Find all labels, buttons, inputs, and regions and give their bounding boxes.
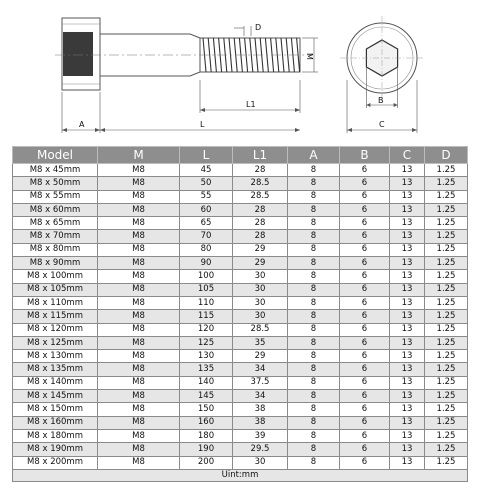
- dim-c-label: C: [379, 120, 385, 129]
- table-cell: 13: [390, 164, 425, 177]
- table-cell: M8: [98, 350, 180, 363]
- table-cell: 13: [390, 376, 425, 389]
- table-cell: M8 x 105mm: [13, 283, 98, 296]
- table-cell: 8: [288, 177, 340, 190]
- table-cell: M8: [98, 190, 180, 203]
- table-cell: M8 x 80mm: [13, 243, 98, 256]
- table-cell: 8: [288, 456, 340, 469]
- bolt-head-end-view: [340, 16, 424, 100]
- table-cell: 29: [233, 350, 288, 363]
- table-cell: 6: [340, 416, 390, 429]
- table-cell: M8 x 150mm: [13, 403, 98, 416]
- table-cell: 1.25: [425, 217, 468, 230]
- table-cell: M8: [98, 164, 180, 177]
- table-cell: M8: [98, 283, 180, 296]
- table-row: [13, 230, 468, 243]
- table-cell: 45: [180, 164, 233, 177]
- table-row: [13, 177, 468, 190]
- table-cell: M8: [98, 310, 180, 323]
- table-cell: 6: [340, 376, 390, 389]
- table-cell: M8 x 60mm: [13, 203, 98, 216]
- table-cell: 1.25: [425, 376, 468, 389]
- table-cell: 1.25: [425, 257, 468, 270]
- table-cell: M8 x 110mm: [13, 296, 98, 309]
- table-cell: 6: [340, 443, 390, 456]
- table-cell: 29: [233, 257, 288, 270]
- table-cell: M8: [98, 230, 180, 243]
- table-cell: 13: [390, 190, 425, 203]
- table-cell: 13: [390, 243, 425, 256]
- table-cell: 1.25: [425, 177, 468, 190]
- table-cell: M8: [98, 456, 180, 469]
- column-header-l1: L1: [233, 147, 288, 164]
- table-cell: 28.5: [233, 177, 288, 190]
- table-row: [13, 456, 468, 469]
- table-cell: M8 x 190mm: [13, 443, 98, 456]
- table-cell: 115: [180, 310, 233, 323]
- table-cell: 8: [288, 416, 340, 429]
- table-cell: M8 x 45mm: [13, 164, 98, 177]
- table-cell: 13: [390, 270, 425, 283]
- table-cell: 8: [288, 230, 340, 243]
- table-cell: M8: [98, 243, 180, 256]
- table-cell: 8: [288, 164, 340, 177]
- table-cell: 29: [233, 243, 288, 256]
- table-cell: 6: [340, 190, 390, 203]
- column-header-model: Model: [13, 147, 98, 164]
- table-cell: M8: [98, 443, 180, 456]
- dim-d: [234, 23, 261, 36]
- table-cell: 38: [233, 403, 288, 416]
- table-cell: M8 x 115mm: [13, 310, 98, 323]
- table-cell: 6: [340, 270, 390, 283]
- table-cell: M8: [98, 416, 180, 429]
- table-cell: 8: [288, 283, 340, 296]
- table-cell: 28.5: [233, 190, 288, 203]
- dim-l-label: L: [200, 120, 205, 129]
- table-cell: 30: [233, 283, 288, 296]
- table-cell: 28: [233, 203, 288, 216]
- table-row: [13, 336, 468, 349]
- table-cell: 1.25: [425, 429, 468, 442]
- table-cell: M8: [98, 296, 180, 309]
- table-cell: 13: [390, 217, 425, 230]
- table-cell: 1.25: [425, 390, 468, 403]
- table-cell: 1.25: [425, 310, 468, 323]
- table-cell: 6: [340, 363, 390, 376]
- table-cell: 50: [180, 177, 233, 190]
- table-cell: 90: [180, 257, 233, 270]
- table-cell: 6: [340, 177, 390, 190]
- table-row: [13, 190, 468, 203]
- table-cell: M8 x 90mm: [13, 257, 98, 270]
- table-cell: 13: [390, 310, 425, 323]
- table-row: [13, 243, 468, 256]
- table-row: [13, 257, 468, 270]
- table-cell: 6: [340, 456, 390, 469]
- table-cell: 8: [288, 376, 340, 389]
- table-cell: 1.25: [425, 363, 468, 376]
- table-cell: M8: [98, 363, 180, 376]
- dim-b-label: B: [378, 96, 384, 105]
- table-row: [13, 217, 468, 230]
- table-cell: 6: [340, 217, 390, 230]
- dim-l1-label: L1: [246, 100, 256, 109]
- table-cell: 1.25: [425, 296, 468, 309]
- table-cell: 13: [390, 456, 425, 469]
- table-cell: 28: [233, 164, 288, 177]
- table-cell: 125: [180, 336, 233, 349]
- table-cell: 80: [180, 243, 233, 256]
- table-cell: 140: [180, 376, 233, 389]
- table-cell: 6: [340, 203, 390, 216]
- table-cell: 145: [180, 390, 233, 403]
- table-row: [13, 203, 468, 216]
- table-cell: M8 x 55mm: [13, 190, 98, 203]
- column-header-m: M: [98, 147, 180, 164]
- bolt-technical-drawing: [0, 0, 480, 142]
- table-cell: M8 x 160mm: [13, 416, 98, 429]
- table-cell: 30: [233, 270, 288, 283]
- table-cell: 120: [180, 323, 233, 336]
- table-cell: 8: [288, 443, 340, 456]
- table-cell: 1.25: [425, 164, 468, 177]
- table-cell: 1.25: [425, 416, 468, 429]
- table-cell: 6: [340, 243, 390, 256]
- table-cell: 6: [340, 283, 390, 296]
- table-cell: 13: [390, 336, 425, 349]
- table-cell: 1.25: [425, 270, 468, 283]
- table-cell: 8: [288, 190, 340, 203]
- table-cell: 13: [390, 350, 425, 363]
- table-cell: M8 x 180mm: [13, 429, 98, 442]
- table-cell: 1.25: [425, 323, 468, 336]
- dim-l1: [200, 80, 300, 113]
- dim-a: [62, 92, 100, 133]
- table-cell: 1.25: [425, 283, 468, 296]
- table-cell: 28.5: [233, 323, 288, 336]
- table-cell: 8: [288, 390, 340, 403]
- table-cell: M8: [98, 323, 180, 336]
- table-cell: 37.5: [233, 376, 288, 389]
- spec-table: [12, 146, 468, 482]
- table-cell: 150: [180, 403, 233, 416]
- table-cell: 110: [180, 296, 233, 309]
- table-cell: M8: [98, 257, 180, 270]
- table-cell: M8 x 50mm: [13, 177, 98, 190]
- table-cell: M8 x 65mm: [13, 217, 98, 230]
- table-row: [13, 164, 468, 177]
- table-header-row: [13, 147, 468, 164]
- table-cell: M8: [98, 376, 180, 389]
- table-cell: 13: [390, 443, 425, 456]
- table-cell: 35: [233, 336, 288, 349]
- units-note: Uint:mm: [13, 469, 468, 481]
- table-cell: 60: [180, 203, 233, 216]
- table-cell: 6: [340, 310, 390, 323]
- table-cell: 30: [233, 296, 288, 309]
- table-cell: M8: [98, 177, 180, 190]
- table-cell: M8 x 100mm: [13, 270, 98, 283]
- table-cell: 130: [180, 350, 233, 363]
- table-cell: 1.25: [425, 443, 468, 456]
- column-header-b: B: [340, 147, 390, 164]
- column-header-a: A: [288, 147, 340, 164]
- table-cell: 8: [288, 310, 340, 323]
- table-row: [13, 283, 468, 296]
- table-cell: 6: [340, 323, 390, 336]
- table-cell: 6: [340, 230, 390, 243]
- table-cell: 160: [180, 416, 233, 429]
- table-cell: M8 x 140mm: [13, 376, 98, 389]
- table-cell: 100: [180, 270, 233, 283]
- table-cell: 13: [390, 257, 425, 270]
- table-cell: 13: [390, 416, 425, 429]
- table-cell: M8 x 135mm: [13, 363, 98, 376]
- table-cell: 1.25: [425, 190, 468, 203]
- table-cell: 105: [180, 283, 233, 296]
- table-cell: 28: [233, 217, 288, 230]
- table-row: [13, 296, 468, 309]
- table-cell: 1.25: [425, 336, 468, 349]
- table-cell: 8: [288, 243, 340, 256]
- table-cell: 30: [233, 456, 288, 469]
- table-cell: 135: [180, 363, 233, 376]
- table-cell: 1.25: [425, 403, 468, 416]
- table-cell: M8: [98, 336, 180, 349]
- table-cell: 6: [340, 296, 390, 309]
- table-cell: M8: [98, 390, 180, 403]
- table-cell: 8: [288, 217, 340, 230]
- dim-d-label: D: [255, 23, 262, 32]
- table-cell: M8 x 70mm: [13, 230, 98, 243]
- table-cell: M8: [98, 217, 180, 230]
- table-cell: M8: [98, 403, 180, 416]
- table-cell: 8: [288, 429, 340, 442]
- column-header-c: C: [390, 147, 425, 164]
- table-cell: 13: [390, 323, 425, 336]
- table-cell: 70: [180, 230, 233, 243]
- table-row: [13, 310, 468, 323]
- table-cell: 13: [390, 296, 425, 309]
- table-cell: 13: [390, 403, 425, 416]
- table-cell: M8: [98, 429, 180, 442]
- dim-a-label: A: [79, 120, 85, 129]
- table-row: [13, 350, 468, 363]
- table-cell: 38: [233, 416, 288, 429]
- table-cell: 6: [340, 403, 390, 416]
- table-cell: 6: [340, 350, 390, 363]
- table-cell: 55: [180, 190, 233, 203]
- table-row: [13, 363, 468, 376]
- table-cell: 8: [288, 257, 340, 270]
- table-cell: 8: [288, 350, 340, 363]
- table-cell: 1.25: [425, 230, 468, 243]
- table-cell: 65: [180, 217, 233, 230]
- table-cell: 200: [180, 456, 233, 469]
- table-row: [13, 323, 468, 336]
- table-cell: M8: [98, 270, 180, 283]
- table-row: [13, 403, 468, 416]
- table-cell: 28: [233, 230, 288, 243]
- table-row: [13, 416, 468, 429]
- table-cell: 6: [340, 336, 390, 349]
- table-cell: 13: [390, 230, 425, 243]
- table-cell: 180: [180, 429, 233, 442]
- table-cell: 34: [233, 363, 288, 376]
- table-cell: M8 x 125mm: [13, 336, 98, 349]
- table-cell: 39: [233, 429, 288, 442]
- table-cell: 6: [340, 429, 390, 442]
- table-cell: 13: [390, 177, 425, 190]
- table-cell: 1.25: [425, 203, 468, 216]
- table-cell: M8: [98, 203, 180, 216]
- table-cell: 6: [340, 164, 390, 177]
- table-cell: M8 x 200mm: [13, 456, 98, 469]
- table-cell: 1.25: [425, 456, 468, 469]
- table-cell: 8: [288, 323, 340, 336]
- table-cell: 6: [340, 390, 390, 403]
- table-row: [13, 390, 468, 403]
- table-cell: M8 x 120mm: [13, 323, 98, 336]
- table-row: [13, 270, 468, 283]
- table-cell: 8: [288, 203, 340, 216]
- table-cell: 13: [390, 363, 425, 376]
- table-cell: 30: [233, 310, 288, 323]
- column-header-l: L: [180, 147, 233, 164]
- table-cell: 13: [390, 429, 425, 442]
- table-cell: 13: [390, 283, 425, 296]
- dim-m: [302, 38, 318, 72]
- table-cell: 29.5: [233, 443, 288, 456]
- table-cell: 1.25: [425, 350, 468, 363]
- table-cell: 8: [288, 403, 340, 416]
- table-cell: 8: [288, 296, 340, 309]
- table-cell: 1.25: [425, 243, 468, 256]
- table-cell: 190: [180, 443, 233, 456]
- bolt-head: [62, 18, 100, 90]
- table-cell: 8: [288, 270, 340, 283]
- table-row: [13, 429, 468, 442]
- table-cell: 6: [340, 257, 390, 270]
- table-row: [13, 376, 468, 389]
- dim-m-label: M: [305, 53, 314, 60]
- table-cell: 8: [288, 336, 340, 349]
- table-cell: 8: [288, 363, 340, 376]
- table-cell: 34: [233, 390, 288, 403]
- table-cell: M8 x 130mm: [13, 350, 98, 363]
- table-cell: 13: [390, 390, 425, 403]
- table-cell: 13: [390, 203, 425, 216]
- column-header-d: D: [425, 147, 468, 164]
- table-row: [13, 443, 468, 456]
- table-cell: M8 x 145mm: [13, 390, 98, 403]
